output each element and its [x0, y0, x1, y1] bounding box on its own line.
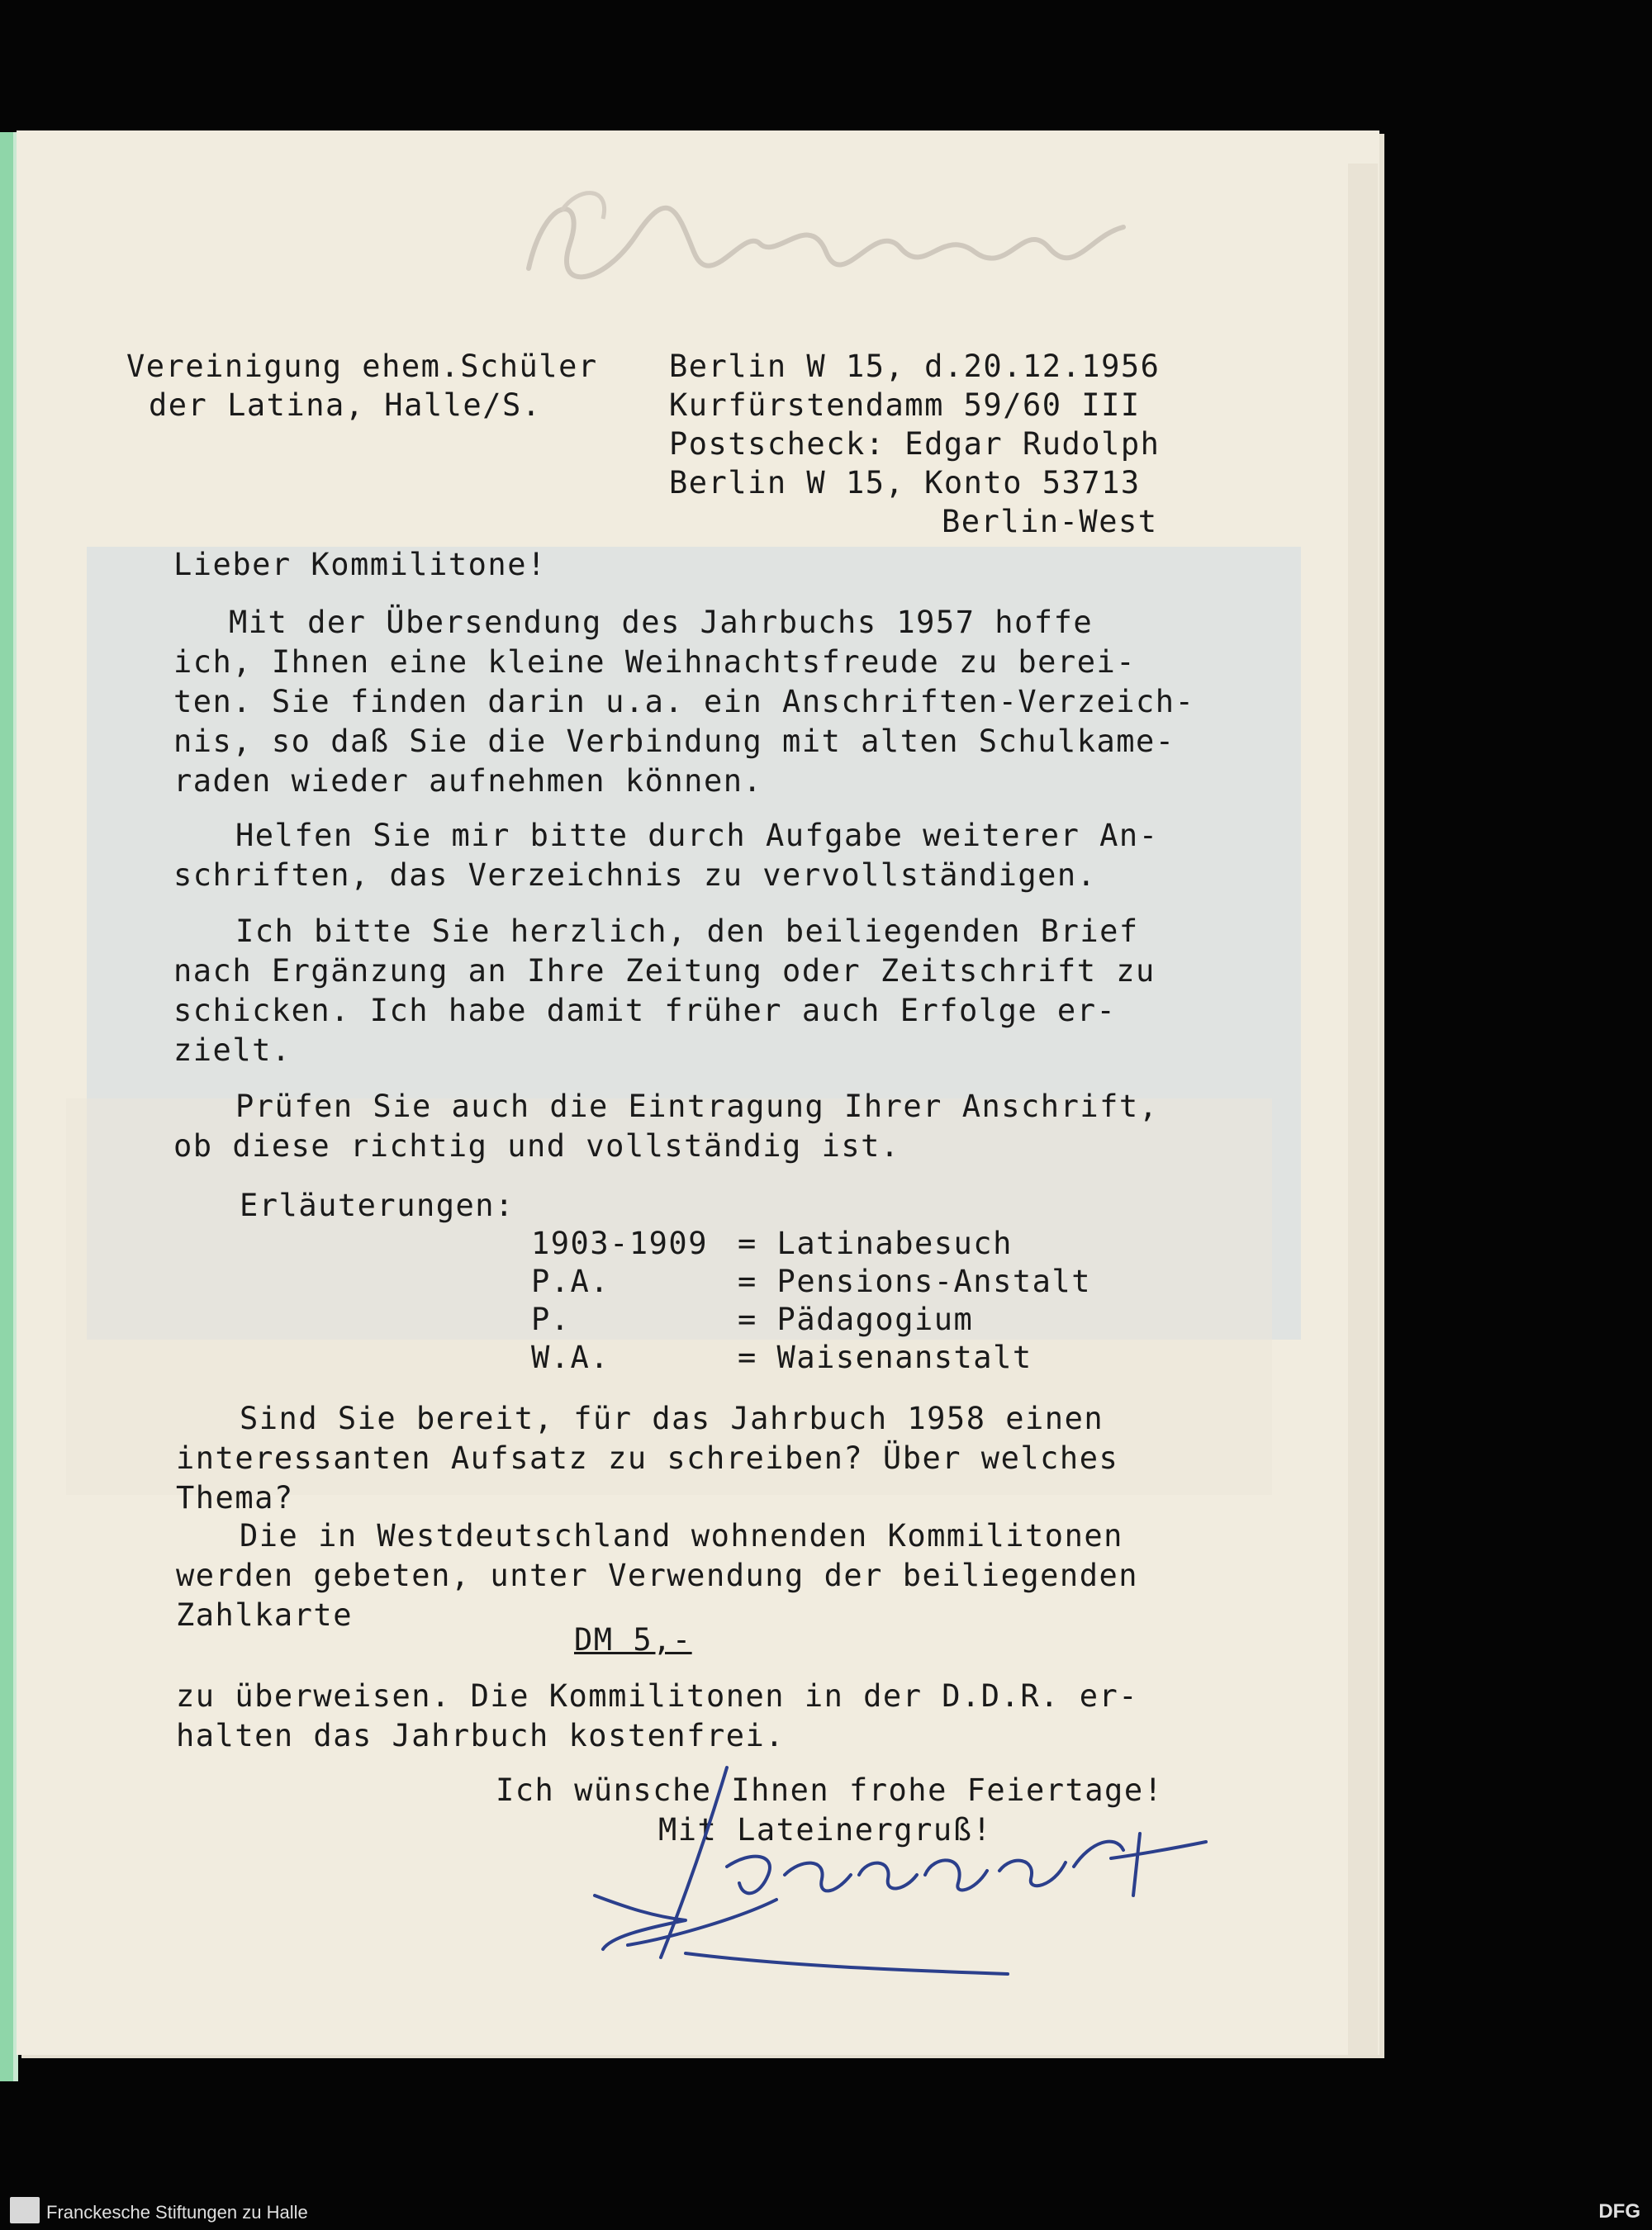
legend-key: P. — [531, 1302, 571, 1337]
binding-spine — [0, 132, 13, 2081]
legend-heading: Erläuterungen: — [240, 1188, 515, 1223]
address-line-2: Kurfürstendamm 59/60 III — [669, 387, 1141, 423]
paragraph-7-line: zu überweisen. Die Kommilitonen in der D.D.R. er- — [176, 1678, 1139, 1714]
paragraph-1-line: Mit der Übersendung des Jahrbuchs 1957 hoffe — [229, 605, 1094, 640]
paragraph-3-line: Ich bitte Sie herzlich, den beiliegenden Brief — [235, 913, 1139, 949]
legend-key: 1903-1909 — [531, 1226, 708, 1261]
paragraph-4-line: Prüfen Sie auch die Eintragung Ihrer Anschrift, — [235, 1089, 1159, 1124]
legend-value: = Latinabesuch — [738, 1226, 1013, 1261]
salutation: Lieber Kommilitone! — [173, 547, 547, 582]
paragraph-3-line: nach Ergänzung an Ihre Zeitung oder Zeitschrift zu — [173, 953, 1156, 989]
address-line-4: Berlin W 15, Konto 53713 — [669, 465, 1141, 501]
paragraph-1-line: nis, so daß Sie die Verbindung mit alten Schulkame- — [173, 724, 1175, 759]
legend-value: = Pädagogium — [738, 1302, 974, 1337]
handwritten-signature — [578, 1751, 1289, 1982]
paragraph-3-line: zielt. — [173, 1032, 292, 1068]
sender-line-2: der Latina, Halle/S. — [149, 387, 542, 423]
legend-key: W.A. — [531, 1340, 610, 1375]
paragraph-6-line: werden gebeten, unter Verwendung der beiliegenden — [176, 1558, 1139, 1593]
paragraph-4-line: ob diese richtig und vollständig ist. — [173, 1128, 900, 1164]
paragraph-6-line: Die in Westdeutschland wohnenden Kommilitonen — [240, 1518, 1123, 1554]
sender-line-1: Vereinigung ehem.Schüler — [126, 349, 598, 384]
legend-value: = Waisenanstalt — [738, 1340, 1032, 1375]
footer-dfg-logo: DFG — [1598, 2200, 1640, 2223]
paragraph-1-line: ich, Ihnen eine kleine Weihnachtsfreude zu berei- — [173, 644, 1137, 680]
paragraph-5-line: Sind Sie bereit, für das Jahrbuch 1958 einen — [240, 1401, 1104, 1436]
paragraph-6-line: Zahlkarte — [176, 1597, 353, 1633]
paragraph-3-line: schicken. Ich habe damit früher auch Erfolge er- — [173, 993, 1117, 1028]
page-edge — [1348, 164, 1378, 2055]
paragraph-1-line: ten. Sie finden darin u.a. ein Anschriften-Verzeich- — [173, 684, 1195, 719]
paragraph-1-line: raden wieder aufnehmen können. — [173, 763, 763, 799]
address-line-5: Berlin-West — [942, 504, 1158, 539]
paragraph-7-line: halten das Jahrbuch kostenfrei. — [176, 1718, 786, 1753]
address-line-1: Berlin W 15, d.20.12.1956 — [669, 349, 1161, 384]
address-line-3: Postscheck: Edgar Rudolph — [669, 426, 1161, 462]
closing-line-1: Ich wünsche Ihnen frohe Feiertage! — [496, 1772, 1164, 1808]
paragraph-5-line: Thema? — [176, 1480, 294, 1516]
paragraph-2-line: Helfen Sie mir bitte durch Aufgabe weiterer An- — [235, 818, 1159, 853]
closing-line-2: Mit Lateinergruß! — [658, 1812, 993, 1848]
paragraph-2-line: schriften, das Verzeichnis zu vervollständigen. — [173, 857, 1097, 893]
legend-key: P.A. — [531, 1264, 610, 1299]
amount: DM 5,- — [574, 1622, 692, 1658]
legend-value: = Pensions-Anstalt — [738, 1264, 1091, 1299]
paragraph-5-line: interessanten Aufsatz zu schreiben? Über welches — [176, 1440, 1119, 1476]
footer-institution: Franckesche Stiftungen zu Halle — [46, 2202, 308, 2223]
institution-logo — [10, 2197, 40, 2223]
pencil-annotation — [512, 178, 1140, 301]
